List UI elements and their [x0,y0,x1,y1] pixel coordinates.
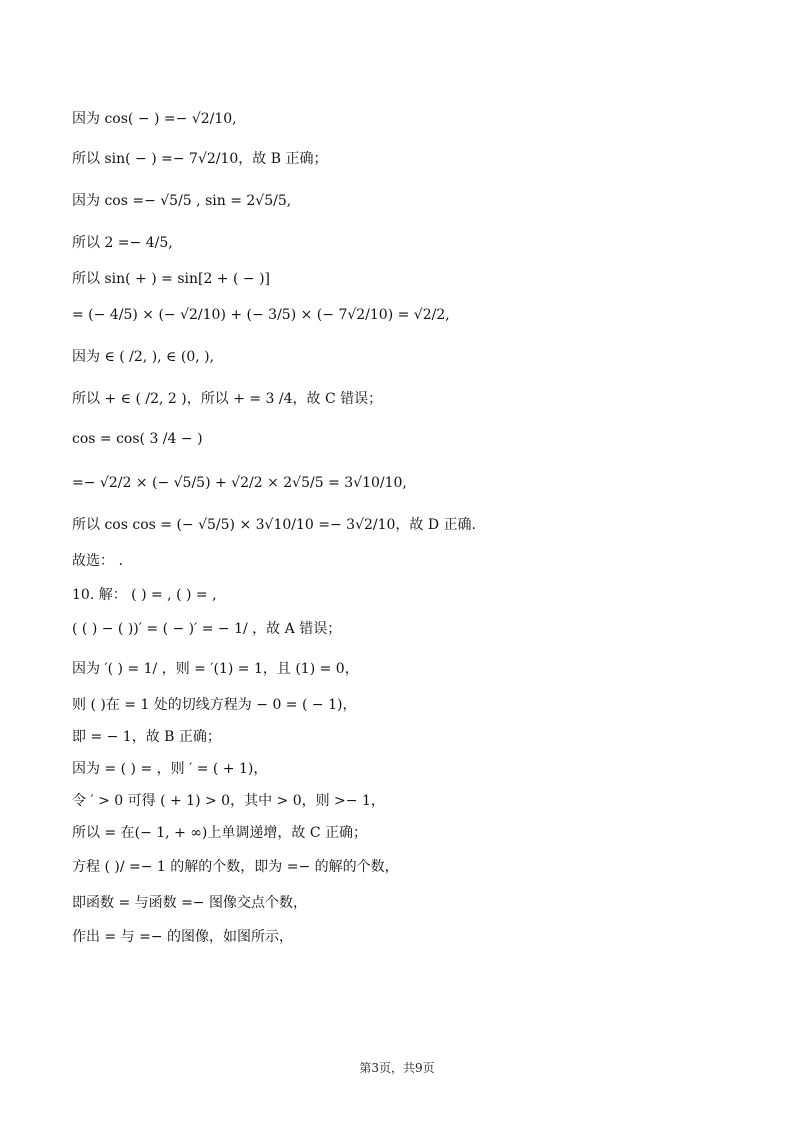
text-line: 所以 = 在(− 1, + ∞)上单调递增，故 C 正确； [72,825,367,841]
text-line: 因为 cos =− √5/5 , sin = 2√5/5, [72,193,292,209]
page-number-footer: 第3页，共9页 [359,1061,435,1075]
text-line: 因为 cos( − ) =− √2/10, [72,111,237,127]
text-line: ( ( ) − ( ))′ = ( − )′ = − 1/ ，故 A 错误； [72,621,342,637]
text-line: 10. 解： ( ) = , ( ) = , [72,587,217,603]
text-line: 作出 = 与 =− 的图像，如图所示， [72,929,293,945]
text-line: 令 ′ > 0 可得 ( + 1) > 0，其中 > 0，则 >− 1， [72,793,385,809]
text-line: 所以 sin( − ) =− 7√2/10，故 B 正确； [72,151,328,167]
text-line: 因为 = ( ) = ，则 ′ = ( + 1)， [72,761,268,777]
text-line: 即 = − 1，故 B 正确； [72,729,221,745]
text-line: 所以 2 =− 4/5, [72,235,173,251]
text-line: 所以 cos cos = (− √5/5) × 3√10/10 =− 3√2/10，故 D 正确. [72,517,477,533]
text-line: 故选： . [72,553,123,569]
text-line: 所以 + ∈ ( /2, 2 )，所以 + = 3 /4，故 C 错误； [72,391,383,407]
text-line: 因为 ′( ) = 1/ ，则 = ′(1) = 1，且 (1) = 0， [72,661,359,677]
text-line: 方程 ( )/ =− 1 的解的个数，即为 =− 的解的个数， [72,859,399,875]
text-line: = (− 4/5) × (− √2/10) + (− 3/5) × (− 7√2/10) = √2/2, [72,307,450,323]
text-line: =− √2/2 × (− √5/5) + √2/2 × 2√5/5 = 3√10/10, [72,475,407,491]
text-line: 即函数 = 与函数 =− 图像交点个数， [72,895,307,911]
text-line: 所以 sin( + ) = sin[2 + ( − )] [72,271,271,287]
text-line: 因为 ∈ ( /2, ), ∈ (0, ), [72,349,215,365]
text-line: cos = cos( 3 /4 − ) [72,431,203,447]
text-line: 则 ( )在 = 1 处的切线方程为 − 0 = ( − 1)， [72,697,357,713]
